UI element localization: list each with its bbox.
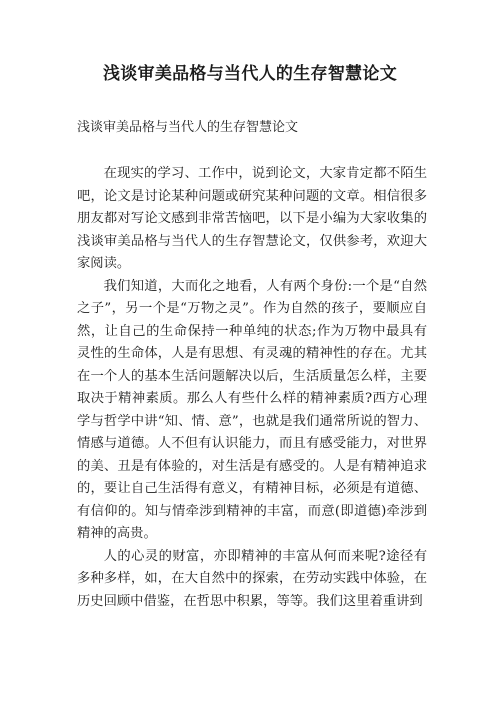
paragraph-identity: 我们知道，大而化之地看，人有两个身份:一个是“自然之子”，另一个是“万物之灵”。作为自然的孩子，要顺应自然，让自己的生命保持一种单纯的状态;作为万物中最具有灵性的生命体，人是有思想、有灵魂的精神性的存在。尤其在一个人的基本生活问题解决以后，生活质量怎么样，主要取决于精神素质。那么人有些什么样的精神素质?西方心理学与哲学中讲“知、情、意”，也就是我们通常所说的智力、情感与道德。人不但有认识能力，而且有感受能力，对世界的美、丑是有体验的，对生活是有感受的。人是有精神追求的，要让自己生活得有意义，有精神目标，必须是有道德、有信仰的。知与情牵涉到精神的丰富，而意(即道德)牵涉到精神的高贵。 (77, 278, 427, 541)
paragraph-spiritual-wealth: 人的心灵的财富，亦即精神的丰富从何而来呢?途径有多种多样，如，在大自然中的探索，在劳动实践中体验，在历史回顾中借鉴，在哲思中积累，等等。我们这里着重讲到 (77, 548, 427, 609)
document-body (77, 163, 427, 613)
paragraph-intro: 在现实的学习、工作中，说到论文，大家肯定都不陌生吧，论文是讨论某种问题或研究某种问题的文章。相信很多朋友都对写论文感到非常苦恼吧，以下是小编为大家收集的浅谈审美品格与当代人的生存智慧论文，仅供参考，欢迎大家阅读。 (77, 166, 427, 271)
document-subtitle: 浅谈审美品格与当代人的生存智慧论文 (77, 120, 299, 135)
document-title: 浅谈审美品格与当代人的生存智慧论文 (102, 64, 398, 84)
